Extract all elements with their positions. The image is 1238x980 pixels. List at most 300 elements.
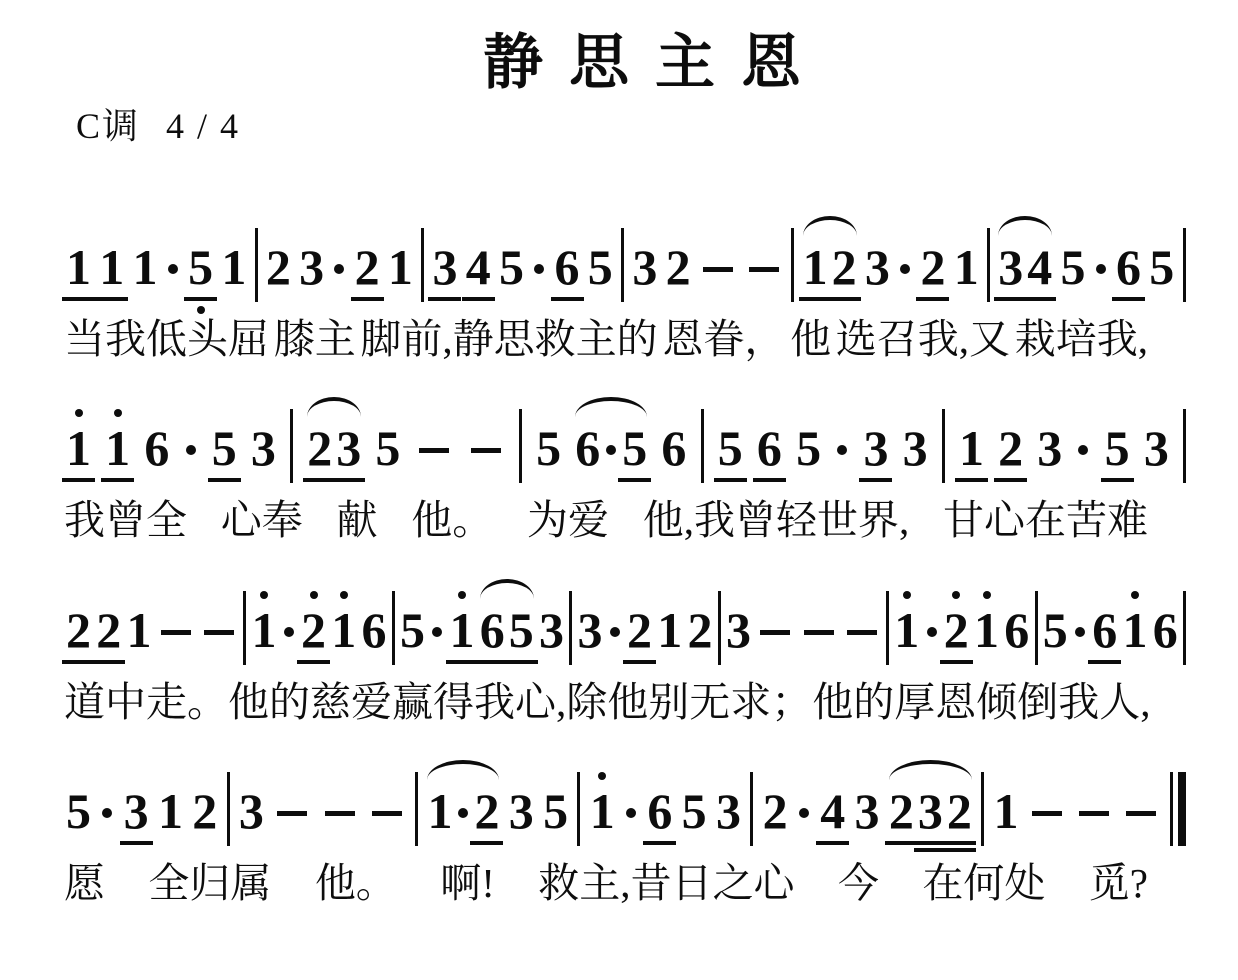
- lyric-chunk: 他。: [314, 859, 397, 906]
- note-digit: 1: [132, 239, 158, 295]
- note-digit: 1: [251, 601, 277, 658]
- note: [726, 601, 751, 658]
- note-digit: 2: [687, 601, 713, 658]
- note: [762, 782, 788, 839]
- note-digit: 1: [105, 420, 131, 477]
- note: [250, 420, 276, 477]
- note: [953, 239, 979, 295]
- note-digit: 3: [715, 782, 741, 839]
- beam-underline: [551, 297, 584, 301]
- duration-dot: [102, 808, 112, 818]
- beam-underline: [505, 660, 538, 664]
- final-barline-thick: [1178, 772, 1186, 846]
- barline: [701, 409, 704, 483]
- note-digit: 1: [993, 782, 1019, 839]
- note-digit: 6: [1092, 601, 1118, 658]
- note-digit: 1: [1122, 601, 1148, 658]
- key-signature: C调: [76, 106, 141, 146]
- note: [854, 782, 880, 839]
- beam-underline: [62, 297, 95, 301]
- note-digit: 2: [354, 239, 380, 295]
- music-line-4: [64, 754, 1188, 854]
- note-digit: 3: [299, 239, 325, 295]
- barline: [519, 409, 522, 483]
- barline: [392, 591, 395, 665]
- note-digit: 2: [831, 239, 857, 295]
- final-barline-thin: [1170, 772, 1173, 846]
- note: [715, 782, 741, 839]
- score: [0, 180, 1238, 909]
- barline: [1183, 409, 1186, 483]
- octave-dot-high: [310, 591, 318, 599]
- note: [796, 420, 822, 477]
- music-line-3: [64, 573, 1188, 673]
- note-digit: 3: [508, 782, 534, 839]
- note: [894, 601, 920, 658]
- note: [299, 239, 325, 295]
- beam-underline: [95, 297, 128, 301]
- beam-underline: [92, 660, 125, 664]
- note-digit: 1: [331, 601, 357, 658]
- barline: [415, 772, 418, 846]
- note-digit: 1: [126, 601, 152, 658]
- barline: [243, 591, 246, 665]
- lyric-chunk: 愿: [64, 859, 105, 906]
- note-digit: 3: [539, 601, 564, 658]
- page-title: 静思主恩: [483, 29, 827, 96]
- beam-underline: [297, 660, 330, 664]
- note-digit: 5: [543, 782, 569, 839]
- note-digit: 3: [1143, 420, 1169, 477]
- beam-underline: [208, 478, 241, 482]
- note-digit: 3: [123, 782, 149, 839]
- duration-dot: [168, 264, 178, 274]
- octave-dot-high: [1131, 591, 1139, 599]
- note: [126, 601, 152, 658]
- slur-arc: [427, 760, 499, 780]
- note: [427, 782, 453, 839]
- note-digit: 5: [1104, 420, 1130, 477]
- note-digit: 5: [400, 601, 425, 658]
- note: [508, 782, 534, 839]
- duration-dot: [1075, 627, 1085, 637]
- duration-dash: [760, 630, 790, 635]
- beam-underline: [446, 660, 479, 664]
- barline: [750, 772, 753, 846]
- octave-dot-high: [983, 591, 991, 599]
- note: [946, 782, 972, 839]
- note-digit: 3: [238, 782, 264, 839]
- note: [1037, 420, 1063, 477]
- lyric-chunk: 他: [812, 678, 854, 725]
- beam-underline: [816, 841, 849, 845]
- duration-dot: [186, 445, 196, 455]
- octave-dot-high: [903, 591, 911, 599]
- beam-underline: [351, 297, 384, 301]
- duration-dot: [432, 627, 442, 637]
- slur-group: [305, 420, 363, 477]
- duration-dot: [927, 627, 937, 637]
- octave-dot-low: [197, 306, 205, 314]
- octave-dot-high: [458, 591, 466, 599]
- note: [1092, 601, 1118, 658]
- note: [622, 420, 648, 477]
- duration-dash: [419, 448, 449, 453]
- note: [543, 782, 569, 839]
- note: [1149, 239, 1175, 295]
- note-digit: 1: [974, 601, 999, 658]
- note-digit: 5: [211, 420, 237, 477]
- lyric-chunk: 倾倒我人,: [976, 678, 1151, 725]
- sheet-header: [0, 30, 1238, 180]
- lyric-chunk: 救主,昔日之心: [538, 859, 795, 906]
- lyric-chunk: 栽培我,: [1014, 316, 1148, 362]
- note-digit: 2: [998, 420, 1024, 477]
- note: [902, 420, 928, 477]
- note: [432, 239, 458, 295]
- note-digit: 3: [250, 420, 276, 477]
- note-digit: 4: [1027, 239, 1053, 295]
- lyric-line-2: [64, 495, 1188, 546]
- beam-underline: [470, 841, 503, 845]
- note: [681, 782, 707, 839]
- note-digit: 5: [717, 420, 743, 477]
- time-signature: 4 / 4: [166, 106, 241, 146]
- slur-group: [887, 782, 974, 839]
- slur-arc: [803, 216, 857, 236]
- duration-dash: [804, 630, 834, 635]
- note-digit: 6: [575, 420, 601, 477]
- barline: [255, 228, 258, 302]
- lyric-chunk: 今: [837, 859, 879, 906]
- lyric-chunk: 他的慈爱: [228, 678, 392, 725]
- note-digit: 5: [508, 601, 534, 658]
- note: [498, 239, 524, 295]
- system-1: [64, 210, 1188, 365]
- duration-dot: [284, 627, 294, 637]
- note-digit: 5: [1042, 601, 1068, 658]
- beam-underline: [120, 841, 153, 845]
- duration-dash: [325, 811, 355, 816]
- note: [400, 601, 425, 658]
- note: [756, 420, 782, 477]
- note: [864, 239, 890, 295]
- note: [1122, 601, 1148, 658]
- note-digit: 3: [864, 239, 890, 295]
- note-digit: 6: [756, 420, 782, 477]
- note-digit: 3: [902, 420, 928, 477]
- beam-underline: [714, 478, 747, 482]
- note-digit: 5: [796, 420, 822, 477]
- note-digit: 3: [632, 239, 658, 295]
- lyric-chunk: 他,我曾轻世界,: [642, 497, 910, 544]
- note-digit: 3: [432, 239, 458, 295]
- note-digit: 6: [361, 601, 387, 658]
- note: [888, 782, 914, 839]
- duration-dash: [471, 448, 501, 453]
- beam-underline: [428, 297, 461, 301]
- note-digit: 5: [1149, 239, 1175, 295]
- note: [717, 420, 743, 477]
- lyric-chunk: 我曾全: [64, 497, 187, 544]
- note-digit: 1: [66, 239, 91, 295]
- octave-dot-high: [598, 772, 606, 780]
- slur-arc: [998, 216, 1052, 236]
- duration-dot: [1096, 264, 1106, 274]
- note: [1116, 239, 1142, 295]
- barline: [621, 228, 624, 302]
- slur-group: [478, 601, 536, 658]
- note: [66, 601, 91, 658]
- note-digit: 2: [66, 601, 91, 658]
- system-2: [64, 391, 1188, 546]
- note: [820, 782, 846, 839]
- note: [66, 782, 91, 839]
- duration-dot: [626, 808, 636, 818]
- lyric-chunk: 啊!: [440, 859, 495, 906]
- note: [863, 420, 889, 477]
- duration-dot: [799, 808, 809, 818]
- note: [589, 782, 615, 839]
- slur-arc: [575, 397, 647, 417]
- barline: [1035, 591, 1038, 665]
- note: [647, 782, 673, 839]
- slur-arc: [480, 579, 534, 599]
- note: [157, 782, 183, 839]
- slur-group: [801, 239, 859, 295]
- slur-group: [996, 239, 1054, 295]
- beam-underline: [332, 478, 365, 482]
- note: [465, 239, 491, 295]
- octave-dot-high: [260, 591, 268, 599]
- lyric-chunk: 觅?: [1088, 859, 1148, 906]
- note-digit: 6: [554, 239, 580, 295]
- barline: [569, 591, 572, 665]
- note-digit: 3: [336, 420, 362, 477]
- note-digit: 1: [221, 239, 247, 295]
- note-digit: 2: [192, 782, 218, 839]
- note: [665, 239, 691, 295]
- lyric-chunk: 心奉: [220, 497, 303, 544]
- note-digit: 3: [726, 601, 751, 658]
- note: [831, 239, 857, 295]
- beam-underline: [753, 478, 786, 482]
- lyric-chunk: 赢得我: [392, 678, 515, 725]
- note-digit: 6: [479, 601, 505, 658]
- note-digit: 5: [188, 239, 214, 295]
- beam-underline: [828, 297, 861, 301]
- note-digit: 1: [387, 239, 413, 295]
- octave-dot-high: [340, 591, 348, 599]
- barline: [290, 409, 293, 483]
- note-digit: 2: [96, 601, 122, 658]
- duration-dot: [334, 264, 344, 274]
- duration-dash: [703, 267, 733, 272]
- duration-dot: [610, 627, 620, 637]
- slur-arc: [307, 397, 361, 417]
- barline: [987, 228, 990, 302]
- duration-dash: [161, 630, 191, 635]
- note: [96, 601, 122, 658]
- lyric-line-4: [64, 858, 1188, 909]
- note-digit: 2: [265, 239, 291, 295]
- note: [998, 420, 1024, 477]
- lyric-line-1: [64, 314, 1188, 365]
- note: [802, 239, 828, 295]
- note-digit: 2: [888, 782, 914, 839]
- note: [958, 420, 984, 477]
- note-digit: 4: [820, 782, 846, 839]
- note: [1143, 420, 1169, 477]
- duration-dot: [534, 264, 544, 274]
- note-digit: 1: [427, 782, 453, 839]
- duration-dot: [900, 264, 910, 274]
- lyric-chunk: 求；: [730, 678, 813, 725]
- beam-underline: [623, 660, 656, 664]
- note-digit: 1: [157, 782, 183, 839]
- barline: [718, 591, 721, 665]
- barline: [1183, 591, 1186, 665]
- note: [575, 420, 601, 477]
- lyric-chunk: 在何处: [922, 859, 1046, 906]
- beam-underline: [62, 478, 95, 482]
- note: [627, 601, 652, 658]
- note: [375, 420, 401, 477]
- note: [661, 420, 687, 477]
- beam-underline: [955, 478, 988, 482]
- note: [123, 782, 149, 839]
- barline: [577, 772, 580, 846]
- note: [132, 239, 158, 295]
- note-digit: 2: [474, 782, 500, 839]
- note: [1004, 601, 1030, 658]
- note-digit: 6: [661, 420, 687, 477]
- octave-dot-high: [952, 591, 960, 599]
- note: [554, 239, 580, 295]
- music-line-2: [64, 391, 1188, 491]
- beam-underline: [994, 478, 1027, 482]
- duration-dash: [277, 811, 307, 816]
- note: [917, 782, 943, 839]
- lyric-chunk: 献: [336, 497, 378, 544]
- lyric-chunk: 全归属: [148, 859, 272, 906]
- duration-dash: [749, 267, 779, 272]
- key-time-signature: [76, 98, 240, 149]
- barline: [886, 591, 889, 665]
- note-digit: 5: [375, 420, 401, 477]
- lyric-chunk: 恩眷，: [662, 316, 786, 362]
- note: [998, 239, 1024, 295]
- note-digit: 2: [920, 239, 946, 295]
- note-digit: 3: [917, 782, 943, 839]
- note: [105, 420, 131, 477]
- lyric-line-3: [64, 677, 1188, 728]
- music-line-1: [64, 210, 1188, 310]
- note: [632, 239, 658, 295]
- lyric-chunk: 的厚恩: [853, 678, 977, 725]
- note-digit: 3: [863, 420, 889, 477]
- note-digit: 5: [1060, 239, 1086, 295]
- lyric-chunk: 心,除他别无: [515, 678, 731, 725]
- note-digit: 1: [953, 239, 979, 295]
- lyric-chunk: 道中走。: [64, 678, 228, 725]
- final-barline: [1170, 772, 1186, 846]
- barline: [942, 409, 945, 483]
- lyric-chunk: 为爱: [527, 497, 609, 544]
- lyric-chunk: 选召我,又: [835, 316, 1011, 362]
- note-digit: 1: [894, 601, 920, 658]
- note-digit: 6: [1004, 601, 1030, 658]
- note-digit: 1: [657, 601, 683, 658]
- duration-dash: [1079, 811, 1109, 816]
- note: [539, 601, 564, 658]
- note: [577, 601, 603, 658]
- note-digit: 2: [627, 601, 652, 658]
- note-digit: 1: [589, 782, 615, 839]
- note: [354, 239, 380, 295]
- duration-dot: [458, 808, 468, 818]
- note-digit: 5: [66, 782, 91, 839]
- note-digit: 6: [647, 782, 673, 839]
- note: [1042, 601, 1068, 658]
- note: [188, 239, 214, 295]
- note: [66, 420, 91, 477]
- beam-underline: [62, 660, 95, 664]
- note-digit: 1: [99, 239, 125, 295]
- note-digit: 5: [498, 239, 524, 295]
- note: [238, 782, 264, 839]
- note: [387, 239, 413, 295]
- note: [587, 239, 613, 295]
- note: [508, 601, 534, 658]
- note: [361, 601, 387, 658]
- note-digit: 3: [854, 782, 880, 839]
- barline: [421, 228, 424, 302]
- beam-underline: [943, 848, 976, 852]
- duration-dot: [837, 445, 847, 455]
- octave-dot-high: [114, 409, 122, 417]
- note: [99, 239, 125, 295]
- note-digit: 5: [536, 420, 562, 477]
- slur-group: [573, 420, 649, 477]
- note: [657, 601, 683, 658]
- barline: [791, 228, 794, 302]
- note-digit: 2: [665, 239, 691, 295]
- slur-arc: [889, 760, 972, 780]
- duration-dash: [372, 811, 402, 816]
- lyric-chunk: 当我低头屈: [64, 316, 269, 362]
- note: [331, 601, 357, 658]
- note-digit: 1: [802, 239, 828, 295]
- note: [221, 239, 247, 295]
- duration-dash: [1126, 811, 1156, 816]
- beam-underline: [1088, 660, 1121, 664]
- beam-underline: [643, 841, 676, 845]
- note-digit: 1: [66, 420, 91, 477]
- note-digit: 1: [958, 420, 984, 477]
- note-digit: 5: [622, 420, 648, 477]
- beam-underline: [618, 478, 651, 482]
- beam-underline: [916, 297, 949, 301]
- note-digit: 2: [307, 420, 333, 477]
- note: [943, 601, 969, 658]
- system-3: [64, 573, 1188, 728]
- lyric-chunk: 他。: [411, 497, 494, 544]
- slur-group: [425, 782, 501, 839]
- note: [1104, 420, 1130, 477]
- note-digit: 3: [1037, 420, 1063, 477]
- duration-dot: [1078, 445, 1088, 455]
